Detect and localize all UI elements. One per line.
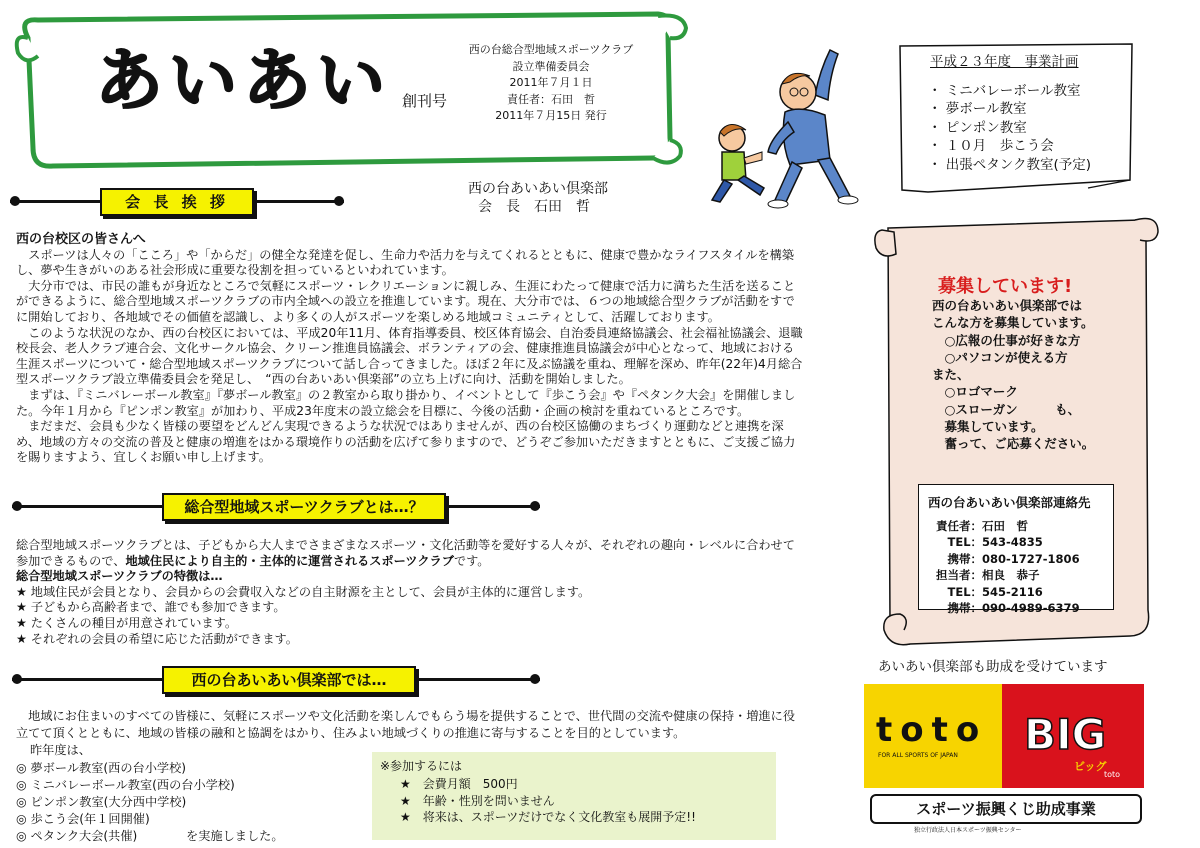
big-kana: ビッグ [1074,760,1107,773]
greeting-paragraph: まだまだ、会員も少なく皆様の要望をどんどん実現できるような状況ではありませんが、西の台校区協働のまちづくり運動などと連携を深め、地域の方々の交流の普及と健康の増進をはかる環境作りの活動を広げて参りますので、どうぞご参加いただきますとともに、ご支援ご協力を賜りますよう、宜しくお願い申し上げます。 [16,419,796,465]
club-banner [12,666,540,692]
recruit-title: 募集しています! [938,276,1073,297]
newsletter-title: あいあい [95,42,392,121]
contact-line: 携帯：080-1727-1806 [936,551,1080,566]
recruit-line: また、 [932,367,970,383]
recruit-body [932,297,1094,453]
join-title: ※参加するには [380,759,463,773]
plan-item: ・ 出張ペタンク教室(予定) [928,156,1092,173]
recruit-line: ○広報の仕事が好きな方 [932,332,1081,348]
lottery-program-label: スポーツ振興くじ助成事業 [870,794,1142,824]
banner-dot [530,674,540,684]
contact-line: TEL：543-4835 [936,535,1043,550]
banner-dot [530,501,540,511]
greeting-body [16,232,806,466]
last-year-label: 昨年度は、 [30,743,91,758]
banner-label: 西の台あいあい倶楽部では… [162,666,416,694]
recruit-line: ○スローガン も、 [932,401,1081,417]
issuer-line: 2011年７月15日 発行 [495,109,607,122]
banner-dot [334,196,344,206]
issuer-line: 責任者：石田 哲 [507,92,595,106]
recruit-line: ○パソコンが使える方 [932,349,1068,365]
banner-dot [12,501,22,511]
feature-item: ★ たくさんの種目が用意されています。 [16,615,238,630]
contact-line: TEL：545-2116 [936,584,1043,599]
greeting-paragraph: このような状況のなか、西の台校区においては、平成20年11月、体育指導委員、校区体育協会、自治委員連絡協議会、社会福祉協議会、退職校長会、老人クラブ連合会、文化サークル協会、クリーン推進員協議会、ボランティアの会、健康推進員協議会が中心となって、地域における生涯スポーツについて・総合型地域スポーツクラブについて話し合ってきました。ほぼ２年に及ぶ協議を重ね、理解を深め、昨年(22年)4月総合型スポーツクラブ設立準備委員会を発足し、 “西の台あいあい倶楽部”の立ち上げに向け、活動を開始しました。 [16,325,803,387]
contact-line: 責任者：石田 哲 [936,519,1028,533]
plan-item: ・ 夢ボール教室 [928,101,1027,118]
club-name: 西の台あいあい倶楽部 [468,181,608,197]
recruit-line: 募集しています。 [932,419,1044,435]
plan-title: 平成２３年度 事業計画 [930,54,1079,70]
subsidy-note: あいあい倶楽部も助成を受けています [878,659,1108,675]
join-item: ★ 会費月額 500円 [400,777,518,791]
feature-item: ★ それぞれの会員の希望に応じた活動ができます。 [16,631,298,646]
plan-item: ・ １０月 歩こう会 [928,138,1054,155]
issuer-line: 西の台総合型地域スポーツクラブ [468,43,634,56]
about-banner [12,493,540,519]
big-logo: BIG [1024,710,1107,759]
about-intro-bold: 地域住民により自主的・主体的に運営されるスポーツクラブ [125,553,454,568]
president-name: 会 長 石田 哲 [478,199,590,215]
about-body [16,538,806,647]
issuer-block [466,42,636,125]
plan-item: ・ ミニバレーボール教室 [928,83,1081,99]
banner-dot [12,674,22,684]
banner-dot [10,196,20,206]
contact-title: 西の台あいあい倶楽部連絡先 [928,495,1091,510]
activity-item: ◎ ペタンク大会(共催) を実施しました。 [16,829,284,844]
recruit-line: 奮って、ご応募ください。 [932,436,1095,452]
club-intro: 地域にお住まいのすべての皆様に、気軽にスポーツや文化活動を楽しんでもらう場を提供することで、世代間の交流や健康の保持・増進に役立てて頂くとともに、地域の皆様の融和と協調をはかり、住みよい地域づくりの推進に寄与することを目的としています。 [16,709,796,741]
recruit-line: こんな方を募集しています。 [932,315,1094,331]
join-list [400,776,696,826]
join-item: ★ 将来は、スポーツだけでなく文化教室も展開予定!! [400,810,696,824]
toto-logo: toto [876,710,988,750]
edition-label: 創刊号 [402,92,448,110]
recruit-line: ○ロゴマーク [932,384,1018,400]
greeting-lead: 西の台校区の皆さんへ [16,232,146,247]
features-title: 総合型地域スポーツクラブの特徴は… [16,569,223,584]
activity-item: ◎ ピンポン教室(大分西中学校) [16,795,187,810]
contact-line: 携帯：090-4989-6379 [936,601,1080,616]
issuer-line: 2011年７月１日 [509,76,593,89]
issuer-line: 設立準備委員会 [512,59,590,73]
join-item: ★ 年齢・性別を問いません [400,793,555,808]
jsc-label: 独立行政法人日本スポーツ振興センター [914,827,1022,834]
about-intro-text: 総合型地域スポーツクラブとは、子どもから大人までさまざまなスポーツ・文化活動等を愛好する人々が、それぞれの趣向・レベルに合わせて参加できるもので、 [16,538,795,568]
plan-item: ・ ピンポン教室 [928,119,1027,136]
greeting-paragraph: 大分市では、市民の誰もが身近なところで気軽にスポーツ・レクリエーションに親しみ、生涯にわたって健康で活力に満ちた生活を送ることができるように、総合型地域スポーツクラブの市内全域への設立を推進しています。現在、大分市では、６つの地域総合型クラブが活動をすでに開始しており、各地域でその価値を認識し、より多くの人がスポーツを楽しめる地域コミュニティとして、活躍しております。 [16,278,796,324]
activity-item: ◎ ミニバレーボール教室(西の台小学校) [16,777,235,792]
about-intro-end: です。 [453,553,490,568]
about-intro [16,538,806,569]
feature-item: ★ 地域住民が会員となり、会員からの会費収入などの自主財源を主として、会員が主体的に運営します。 [16,584,591,599]
greeting-paragraph: スポーツは人々の「こころ」や「からだ」の健全な発達を促し、生命力や活力を与えてくれるとともに、健康で豊かなライフスタイルを構築し、夢や生きがいのある社会形成に重要な役割を担っているといわれています。 [16,247,795,278]
banner-label: 総合型地域スポーツクラブとは…？ [162,493,446,521]
toto-small-logo: toto [1104,770,1121,779]
activity-item: ◎ 夢ボール教室(西の台小学校) [16,760,187,775]
greeting-banner [10,188,344,214]
recruit-line: 西の台あいあい倶楽部では [932,298,1083,313]
activity-item: ◎ 歩こう会(年１回開催) [16,812,150,827]
greeting-paragraph: まずは、『ミニバレーボール教室』『夢ボール教室』の２教室から取り掛かり、イベントとして『歩こう会』や『ペタンク大会』を開催しました。今年１月から『ピンポン教室』が加わり、平成23年度末の設立総会を目標に、今後の活動・企画の検討を重ねているところです。 [16,387,796,418]
plan-list [928,82,1091,174]
contact-body [936,512,1080,616]
exercise-illustration [690,40,870,215]
toto-tagline: FOR ALL SPORTS OF JAPAN [878,752,958,759]
feature-item: ★ 子どもから高齢者まで、誰でも参加できます。 [16,600,286,615]
contact-line: 担当者：相良 恭子 [936,568,1040,583]
banner-label: 会 長 挨 拶 [100,188,254,216]
lottery-logo-panel [864,684,1144,788]
